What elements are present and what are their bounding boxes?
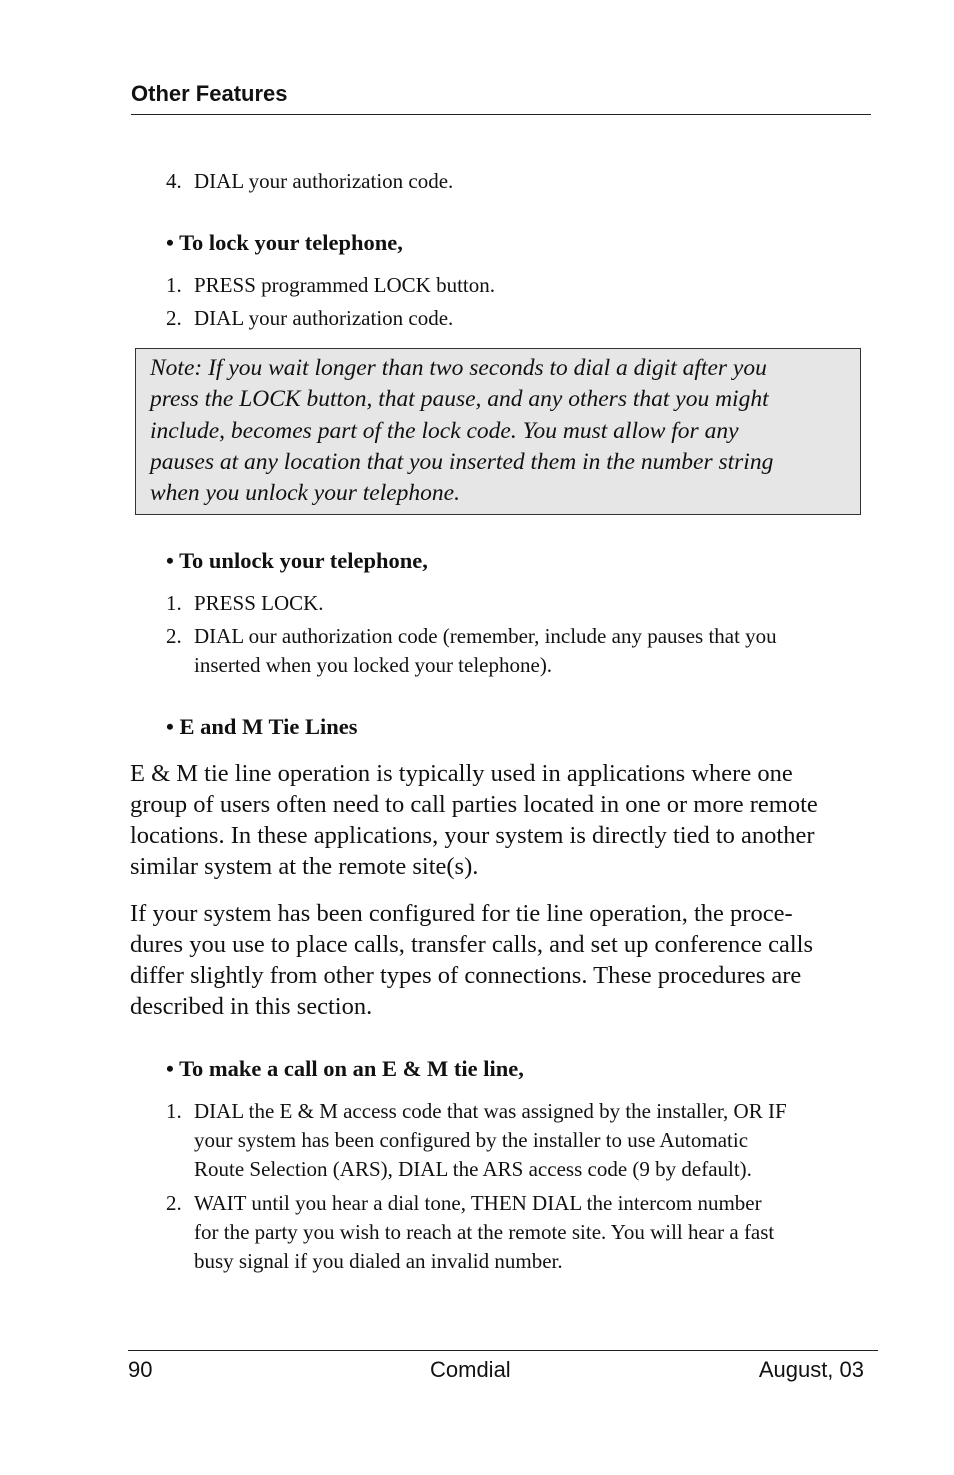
step-number: 1.: [166, 591, 182, 615]
para-line: If your system has been configured for tie line operation, the proce-: [130, 900, 793, 927]
step-number: 2.: [166, 624, 182, 648]
step-4-dial-code: [166, 167, 866, 196]
note-line: include, becomes part of the lock code. You must allow for any: [150, 417, 739, 444]
note-line: press the LOCK button, that pause, and any others that you might: [150, 386, 769, 413]
para-line: locations. In these applications, your system is directly tied to another: [130, 822, 815, 849]
step-text: DIAL your authorization code.: [194, 169, 454, 193]
unlock-step-1: [166, 589, 866, 618]
step-text: PRESS LOCK.: [194, 591, 324, 615]
note-line: when you unlock your telephone.: [150, 480, 460, 507]
step-text: for the party you wish to reach at the remote site. You will hear a fast: [194, 1220, 775, 1244]
heading-em-tie-lines: • E and M Tie Lines: [166, 714, 358, 739]
header-rule: [131, 114, 871, 115]
step-number: 1.: [166, 273, 182, 297]
footer-publisher: Comdial: [430, 1357, 511, 1382]
step-text: PRESS programmed LOCK button.: [194, 273, 496, 297]
note-line: pauses at any location that you inserted them in the number string: [150, 448, 774, 475]
step-text: DIAL your authorization code.: [194, 306, 454, 330]
em-paragraph-1: [130, 758, 870, 882]
running-header: Other Features: [131, 81, 288, 106]
step-text: WAIT until you hear a dial tone, THEN DIAL the intercom number: [194, 1191, 762, 1215]
para-line: dures you use to place calls, transfer calls, and set up conference calls: [130, 931, 813, 958]
page-number: 90: [128, 1357, 153, 1382]
unlock-step-2: [166, 622, 866, 680]
para-line: differ slightly from other types of connections. These procedures are: [130, 962, 802, 989]
call-step-1: [166, 1097, 866, 1184]
para-line: described in this section.: [130, 993, 373, 1020]
lock-step-1: [166, 271, 866, 300]
step-number: 1.: [166, 1099, 182, 1123]
step-number: 4.: [166, 169, 182, 193]
step-text: busy signal if you dialed an invalid number.: [194, 1249, 563, 1273]
step-number: 2.: [166, 306, 182, 330]
em-paragraph-2: [130, 898, 870, 1022]
step-text: DIAL our authorization code (remember, include any pauses that you: [194, 624, 777, 648]
para-line: E & M tie line operation is typically used in applications where one: [130, 760, 793, 787]
footer-date: August, 03: [758, 1357, 864, 1382]
note-line: Note: If you wait longer than two seconds to dial a digit after you: [150, 355, 767, 381]
para-line: group of users often need to call parties located in one or more remote: [130, 791, 818, 818]
step-text: Route Selection (ARS), DIAL the ARS access code (9 by default).: [194, 1157, 752, 1181]
heading-unlock-telephone: • To unlock your telephone,: [166, 548, 428, 573]
step-text: your system has been configured by the installer to use Automatic: [194, 1128, 749, 1152]
heading-make-call-em: • To make a call on an E & M tie line,: [166, 1056, 524, 1081]
heading-lock-telephone: • To lock your telephone,: [166, 230, 403, 255]
note-box: [135, 348, 861, 515]
footer-rule: [128, 1350, 878, 1351]
lock-step-2: [166, 304, 866, 333]
step-text: DIAL the E & M access code that was assigned by the installer, OR IF: [194, 1099, 787, 1123]
step-number: 2.: [166, 1191, 182, 1215]
call-step-2: [166, 1189, 866, 1276]
step-text: inserted when you locked your telephone).: [194, 653, 553, 677]
para-line: similar system at the remote site(s).: [130, 853, 479, 880]
